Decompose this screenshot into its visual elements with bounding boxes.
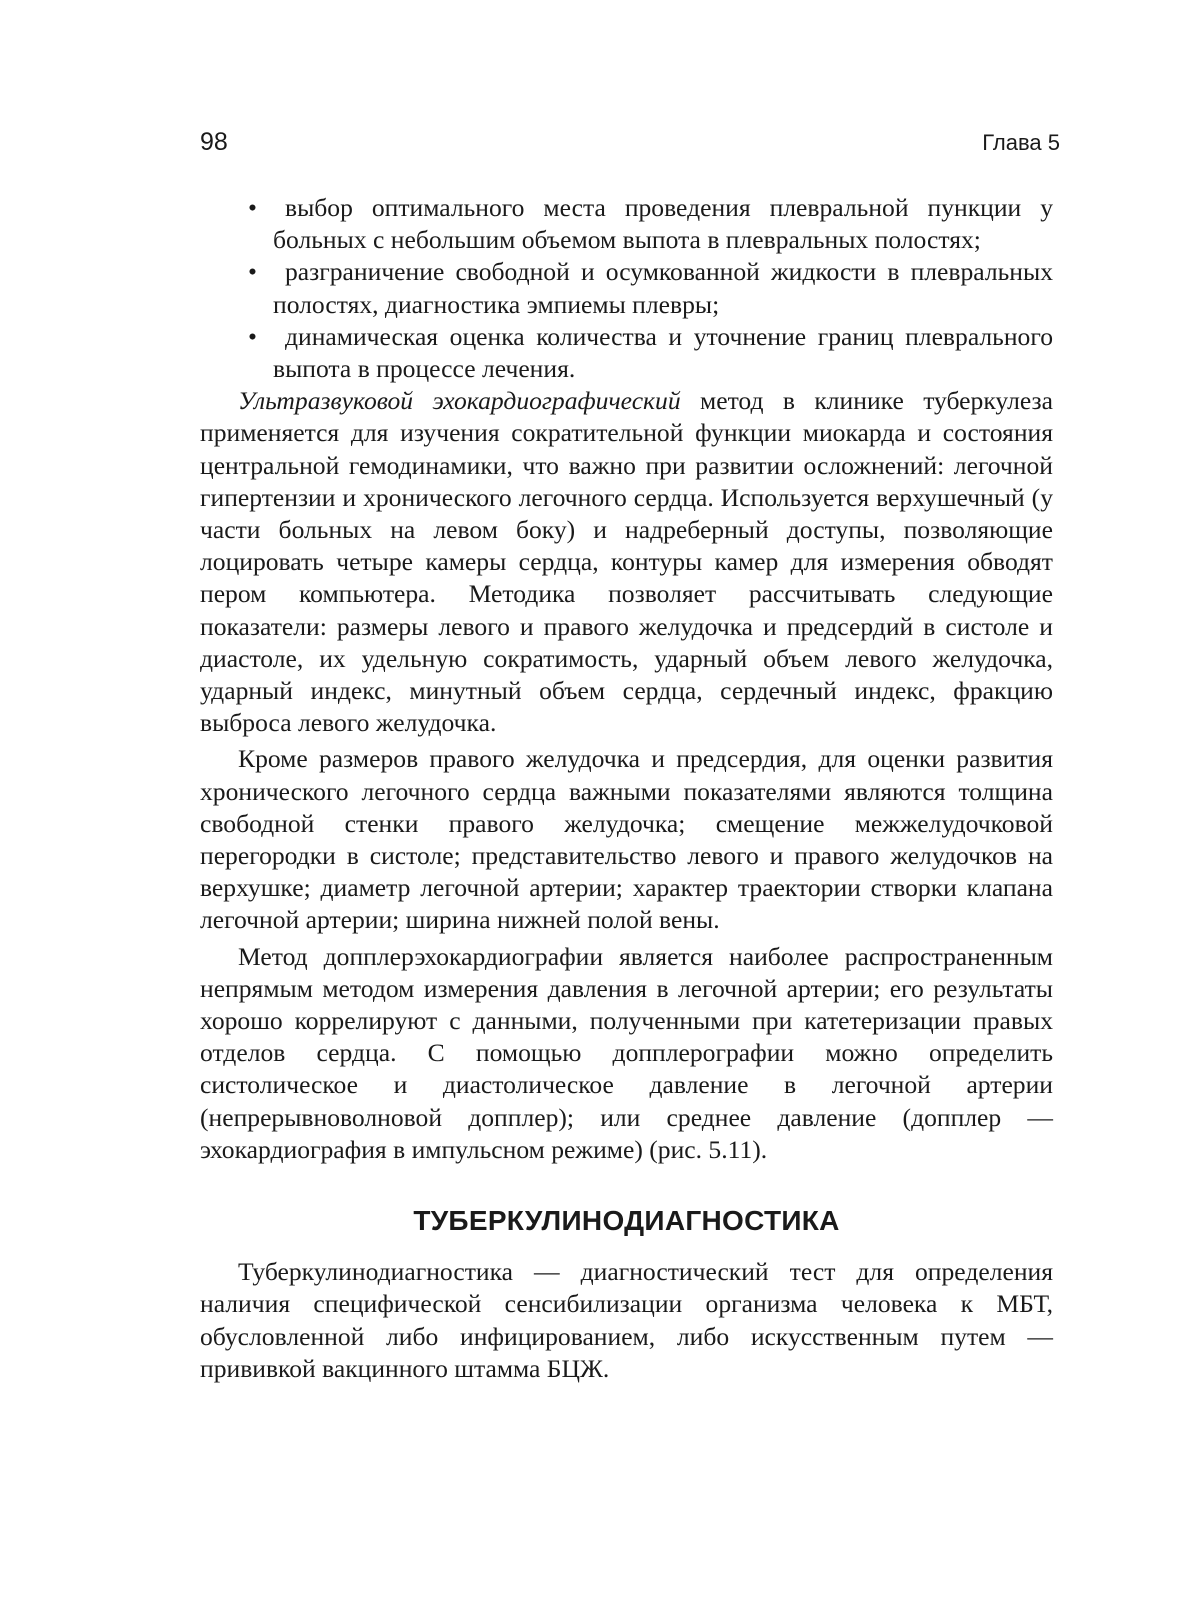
list-item-text: выбор оптимального места проведения плевральной пункции у больных с небольшим объемом выпота в плевральных полостях;: [273, 193, 1053, 255]
list-item: [200, 192, 1053, 256]
chapter-title: Глава 5: [982, 130, 1060, 155]
bullet-icon: •: [248, 257, 257, 287]
page-number: 98: [200, 128, 228, 156]
paragraph-doppler: Метод допплерэхокардиографии является наиболее распространенным непрямым методом измерения давления в легочной артерии; его результаты хорошо коррелируют с данными, полученными при катетеризации правых отделов сердца. С помощью допплерографии можно определить систолическое и диастолическое давление в легочной артерии (непрерывноволновой допплер); или среднее давление (допплер — эхокардиография в импульсном режиме) (рис. 5.11).: [200, 941, 1053, 1164]
list-item: [200, 321, 1053, 385]
paragraph-right-ventricle: Кроме размеров правого желудочка и предсердия, для оценки развития хронического легочного сердца важными показателями являются толщина свободной стенки правого желудочка; смещение межжелудочковой перегородки в систоле; представительство левого и правого желудочков на верхушке; диаметр легочной артерии; характер траектории створки клапана легочной артерии; ширина нижней полой вены.: [200, 744, 1053, 935]
page-body: [200, 192, 1053, 1385]
list-item: [200, 256, 1053, 320]
bullet-icon: •: [248, 321, 257, 351]
bullet-list: [200, 192, 1053, 385]
paragraph-text: метод в клинике туберкулеза применяется для изучения сократительной функции миокарда и состояния центральной гемодинамики, что важно при развитии осложнений: легочной гипертензии и хронического легочного сердца. Используется верхушечный (у части больных на левом боку) и надреберный доступы, позволяющие лоцировать четыре камеры сердца, контуры камер для измерения обводят пером компьютера. Методика позволяет рассчитывать следующие показатели: размеры левого и правого желудочка и предсердий в систоле и диастоле, их удельную сократимость, ударный объем левого желудочка, ударный индекс, минутный объем сердца, сердечный индекс, фракцию выброса левого желудочка.: [200, 386, 1053, 738]
bullet-icon: •: [248, 193, 257, 222]
italic-term: Ультразвуковой эхокардиографический: [238, 386, 681, 416]
list-item-text: разграничение свободной и осумкованной жидкости в плевральных полостях, диагностика эмпиемы плевры;: [273, 257, 1053, 319]
paragraph-echocardiography: [200, 385, 1053, 739]
section-heading: ТУБЕРКУЛИНОДИАГНОСТИКА: [413, 1205, 840, 1237]
list-item-text: динамическая оценка количества и уточнение границ плеврального выпота в процессе лечения.: [273, 321, 1053, 384]
running-header: [200, 128, 1060, 162]
paragraph-tuberculin: Туберкулинодиагностика — диагностический тест для определения наличия специфической сенсибилизации организма человека к МБТ, обусловленной либо инфицированием, либо искусственным путем — прививкой вакцинного штамма БЦЖ.: [200, 1257, 1053, 1383]
